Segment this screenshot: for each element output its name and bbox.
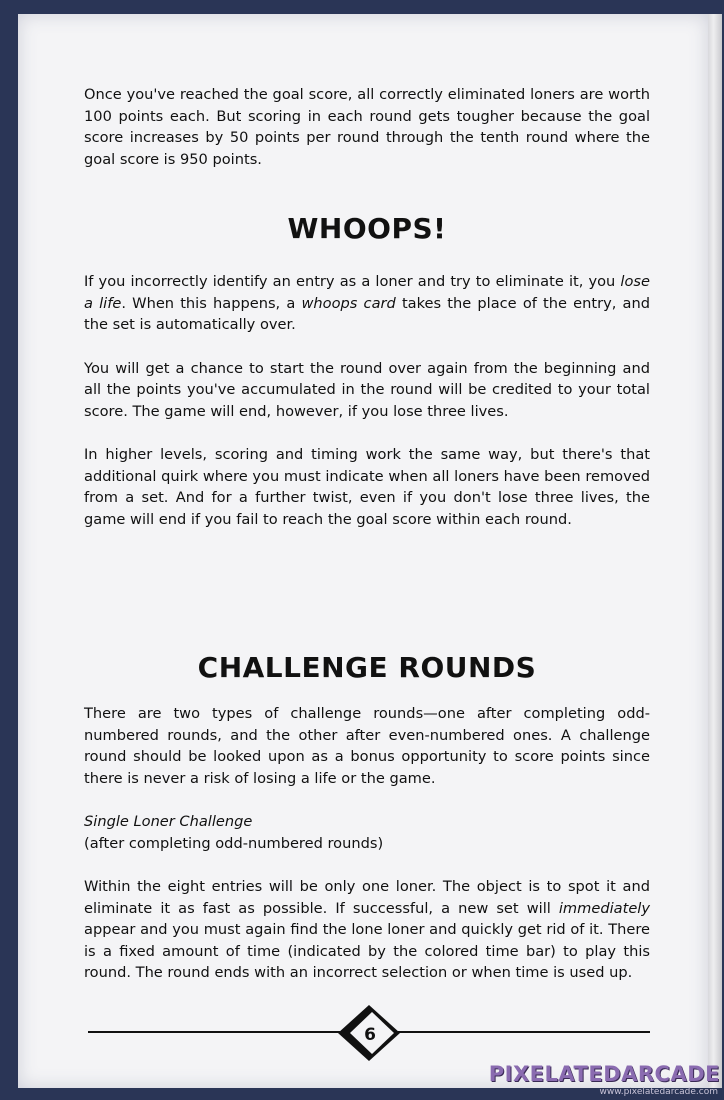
whoops-p1-text-a: If you incorrectly identify an entry as a loner and try to eliminate it, you bbox=[84, 273, 621, 290]
footer-rule-left bbox=[88, 1031, 340, 1033]
whoops-p1-emphasis-lose-a-life: lose a life bbox=[84, 273, 650, 312]
challenge-section bbox=[84, 703, 650, 984]
whoops-p1-emphasis-whoops-card: whoops card bbox=[301, 294, 396, 312]
watermark-url: www.pixelatedarcade.com bbox=[599, 1087, 718, 1097]
page-edge bbox=[708, 14, 722, 1088]
challenge-p2-emphasis-immediately: immediately bbox=[558, 899, 650, 917]
whoops-p1-text-c: takes the place of the entry, and the set is automatically over. bbox=[84, 294, 651, 333]
challenge-paragraph-1: There are two types of challenge rounds—one after completing odd-numbered rounds, and the other after even-numbered ones. A challenge round should be looked upon as a bonus opportunity to score points since there is never a risk of losing a life or the game. bbox=[84, 705, 650, 787]
footer-rule-right bbox=[398, 1031, 650, 1033]
whoops-p1-text-b: . When this happens, a bbox=[121, 294, 302, 312]
watermark-brand: PIXELATEDARCADE bbox=[488, 1062, 720, 1086]
challenge-p2-text-a: Within the eight entries will be only one loner. The object is to spot it and eliminate it as fast as possible. If successful, a new set will bbox=[84, 878, 650, 917]
page-number-badge bbox=[336, 1004, 402, 1062]
whoops-paragraph-2: You will get a chance to start the round over again from the beginning and all the points you've accumulated in the round will be credited to your total score. The game will end, however, if you lose three lives. bbox=[84, 359, 650, 420]
intro-paragraph: Once you've reached the goal score, all correctly eliminated loners are worth 100 points each. But scoring in each round gets tougher because the goal score increases by 50 points per round through the tenth round where the goal score is 950 points. bbox=[84, 86, 650, 168]
challenge-rounds-heading: CHALLENGE ROUNDS bbox=[197, 651, 537, 684]
page-number: 6 bbox=[364, 1025, 376, 1045]
single-loner-subtitle: Single Loner Challenge bbox=[84, 813, 253, 830]
whoops-heading: WHOOPS! bbox=[287, 212, 447, 245]
whoops-paragraph-1 bbox=[84, 271, 650, 336]
whoops-section bbox=[84, 271, 650, 530]
challenge-p2-text-b: appear and you must again find the lone loner and quickly get rid of it. There is a fixed amount of time (indicated by the colored time bar) to play this round. The round ends with an incorrect selection or when time is used up. bbox=[84, 921, 650, 981]
diamond-badge-icon bbox=[336, 1004, 402, 1062]
single-loner-note: (after completing odd-numbered rounds) bbox=[84, 834, 384, 852]
whoops-paragraph-3: In higher levels, scoring and timing work the same way, but there's that additional quirk where you must indicate when all loners have been removed from a set. And for a further twist, even if you don't lose three lives, the game will end if you fail to reach the goal score within each round. bbox=[84, 446, 650, 528]
intro-section bbox=[84, 84, 650, 170]
challenge-paragraph-2 bbox=[84, 876, 650, 984]
